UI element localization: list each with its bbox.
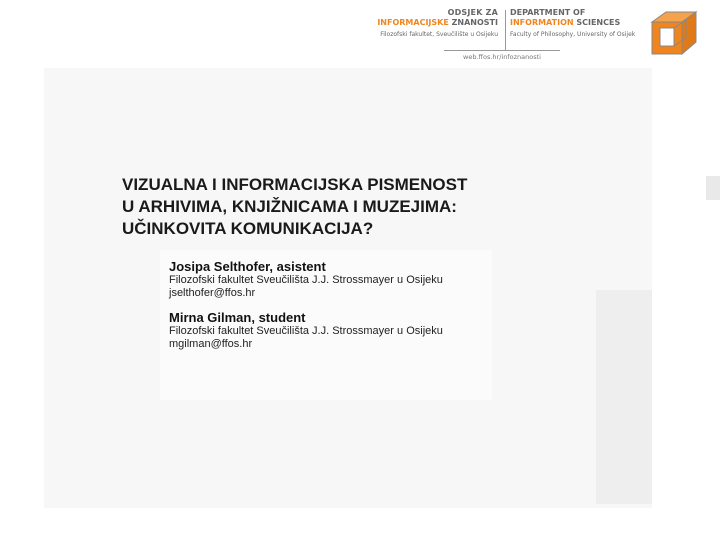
- title-line-1: VIZUALNA I INFORMACIJSKA PISMENOST: [122, 175, 468, 194]
- logo-right-line3: Faculty of Philosophy, University of Osijek: [510, 31, 636, 38]
- logo-left-line2: [374, 18, 502, 28]
- author-affiliation: Filozofski fakultet Sveučilišta J.J. Strossmayer u Osijeku: [169, 325, 443, 337]
- author-block-1: [169, 260, 499, 300]
- background-strip: [706, 176, 720, 200]
- logo-right-rest: SCIENCES: [573, 18, 621, 27]
- logo-left-accent: INFORMACIJSKE: [377, 18, 449, 27]
- logo-croatian-text: [374, 8, 502, 52]
- title-line-3: UČINKOVITA KOMUNIKACIJA?: [122, 219, 374, 238]
- author-block-2: [169, 311, 499, 351]
- logo-url: web.ffos.hr/infoznanosti: [444, 50, 560, 63]
- logo-left-line3: Filozofski fakultet, Sveučilište u Osijeku: [380, 31, 498, 38]
- logo-right-line2: [510, 18, 650, 28]
- author-affiliation: Filozofski fakultet Sveučilišta J.J. Strossmayer u Osijeku: [169, 274, 443, 286]
- author-name: Mirna Gilman, student: [169, 310, 306, 325]
- title-line-2: U ARHIVIMA, KNJIŽNICAMA I MUZEJIMA:: [122, 197, 457, 216]
- logo-right-accent: INFORMATION: [510, 18, 574, 27]
- author-email: mgilman@ffos.hr: [169, 338, 253, 350]
- author-email: jselthofer@ffos.hr: [169, 287, 256, 299]
- background-block: [596, 290, 652, 504]
- author-name: Josipa Selthofer, asistent: [169, 259, 326, 274]
- logo-left-rest: ZNANOSTI: [448, 18, 498, 27]
- logo-english-text: [510, 8, 650, 52]
- cube-logo-icon: [648, 8, 700, 60]
- department-logo-header: [374, 4, 720, 66]
- logo-divider: [505, 10, 506, 50]
- presentation-title: [122, 174, 582, 240]
- logo-left-line1: ODSJEK ZA: [447, 8, 498, 17]
- logo-right-line1: DEPARTMENT OF: [510, 8, 586, 17]
